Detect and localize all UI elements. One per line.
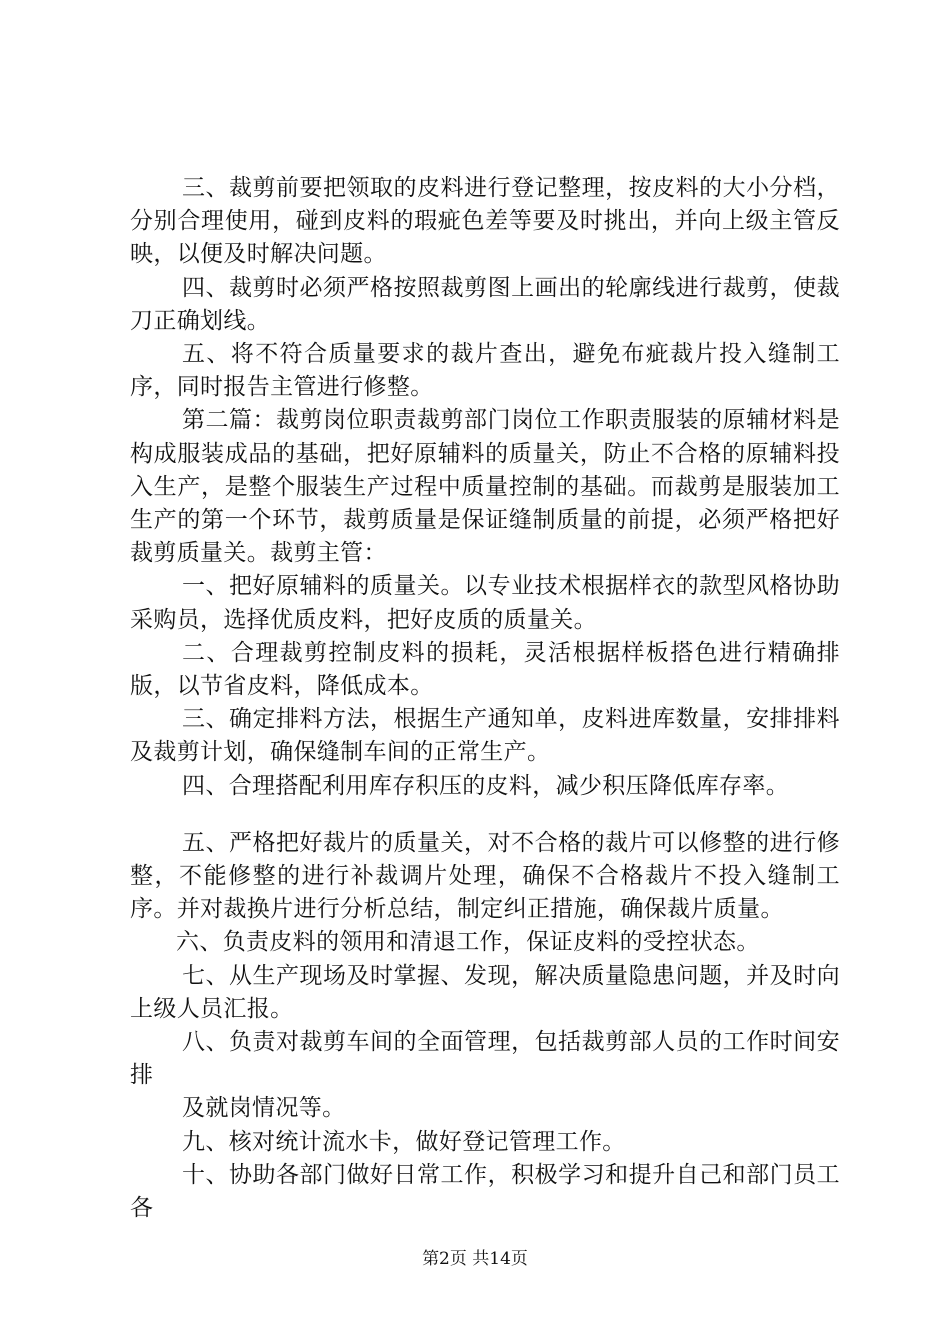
paragraph-3: 五、将不符合质量要求的裁片查出，避免布疵裁片投入缝制工序，同时报告主管进行修整。 <box>130 341 840 401</box>
paragraph-2: 四、裁剪时必须严格按照裁剪图上画出的轮廓线进行裁剪，使裁刀正确划线。 <box>130 274 840 334</box>
paragraph-1: 三、裁剪前要把领取的皮料进行登记整理，按皮料的大小分档，分别合理使用，碰到皮料的瑕疵色差等要及时挑出，并向上级主管反映，以便及时解决问题。 <box>130 175 840 268</box>
page-number-footer: 第2页 共14页 <box>422 1249 528 1269</box>
paragraph-15: 十、协助各部门做好日常工作，积极学习和提升自己和部门员工各 <box>130 1161 840 1222</box>
paragraph-6: 二、合理裁剪控制皮料的损耗，灵活根据样板搭色进行精确排版，以节省皮料，降低成本。 <box>130 639 840 700</box>
document-body <box>130 172 840 1225</box>
paragraph-5: 一、把好原辅料的质量关。以专业技术根据样衣的款型风格协助采购员，选择优质皮料，把好皮质的质量关。 <box>130 573 840 633</box>
paragraph-9: 五、严格把好裁片的质量关，对不合格的裁片可以修整的进行修整，不能修整的进行补裁调片处理，确保不合格裁片不投入缝制工序。并对裁换片进行分析总结，制定纠正措施，确保裁片质量。 <box>130 829 840 923</box>
paragraph-8: 四、合理搭配利用库存积压的皮料，减少积压降低库存率。 <box>182 772 790 799</box>
paragraph-11: 七、从生产现场及时掌握、发现，解决质量隐患问题，并及时向上级人员汇报。 <box>130 962 840 1022</box>
paragraph-10: 六、负责皮料的领用和清退工作，保证皮料的受控状态。 <box>176 929 760 956</box>
paragraph-13: 及就岗情况等。 <box>182 1095 346 1122</box>
paragraph-4: 第二篇：裁剪岗位职责裁剪部门岗位工作职责服装的原辅材料是构成服装成品的基础，把好原辅料的质量关，防止不合格的原辅料投入生产，是整个服装生产过程中质量控制的基础。而裁剪是服装加工生产的第一个环节，裁剪质量是保证缝制质量的前提，必须严格把好裁剪质量关。裁剪主管： <box>130 407 840 567</box>
paragraph-12: 八、负责对裁剪车间的全面管理，包括裁剪部人员的工作时间安排 <box>130 1029 840 1089</box>
paragraph-7: 三、确定排料方法，根据生产通知单，皮料进库数量，安排排料及裁剪计划，确保缝制车间的正常生产。 <box>130 706 840 766</box>
paragraph-14: 九、核对统计流水卡，做好登记管理工作。 <box>182 1128 626 1155</box>
